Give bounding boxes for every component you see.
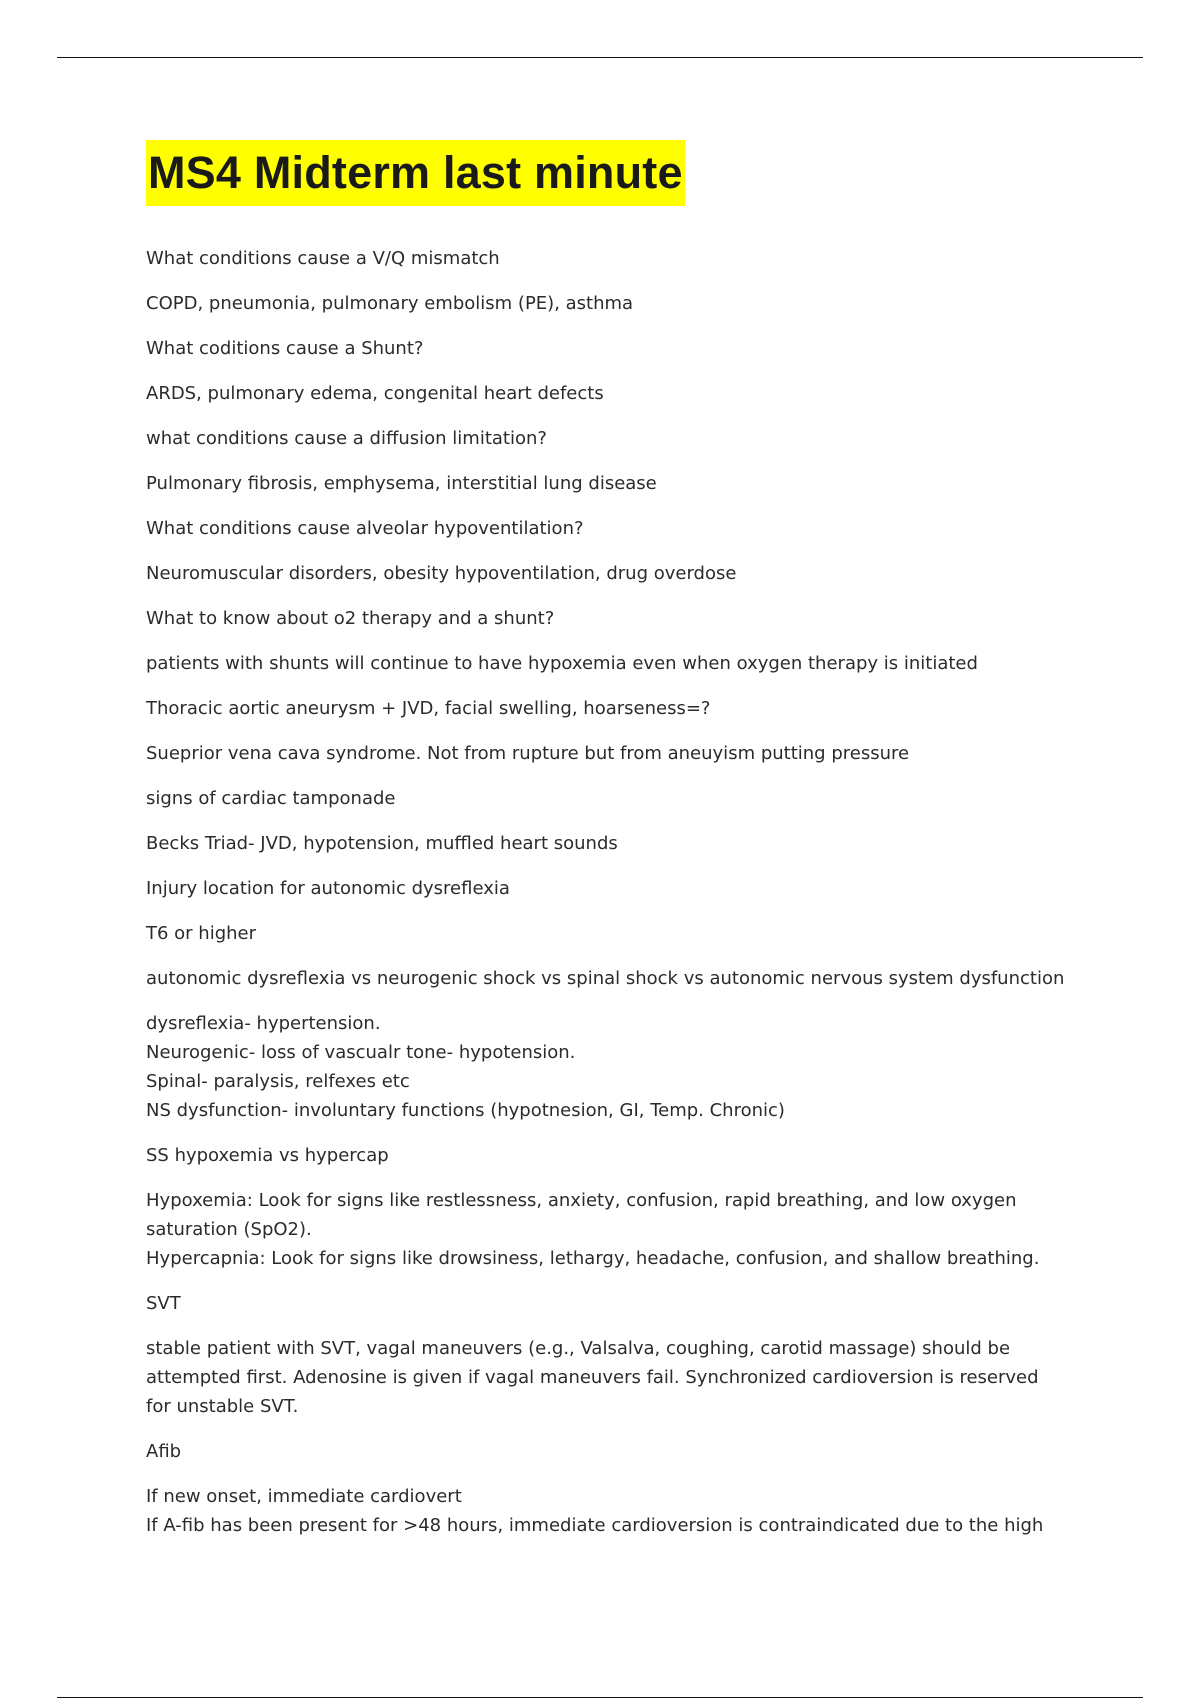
text-line: Neurogenic- loss of vascualr tone- hypotension.	[146, 1042, 576, 1063]
text-paragraph	[146, 1289, 1066, 1318]
text-line: NS dysfunction- involuntary functions (hypotnesion, GI, Temp. Chronic)	[146, 1100, 785, 1121]
text-line: Injury location for autonomic dysreflexia	[146, 878, 510, 899]
text-line: Spinal- paralysis, relfexes etc	[146, 1071, 410, 1092]
text-line: Hypoxemia: Look for signs like restlessness, anxiety, confusion, rapid breathing, and low oxygen	[146, 1190, 1017, 1211]
text-line: saturation (SpO2).	[146, 1219, 312, 1240]
text-line: What to know about o2 therapy and a shunt?	[146, 608, 555, 629]
text-paragraph	[146, 289, 1066, 318]
text-line: ARDS, pulmonary edema, congenital heart defects	[146, 383, 604, 404]
text-paragraph	[146, 244, 1066, 273]
text-line: Thoracic aortic aneurysm + JVD, facial swelling, hoarseness=?	[146, 698, 711, 719]
text-line: Neuromuscular disorders, obesity hypoventilation, drug overdose	[146, 563, 737, 584]
text-paragraph	[146, 919, 1066, 948]
text-paragraph	[146, 1009, 1066, 1125]
text-line: T6 or higher	[146, 923, 257, 944]
text-paragraph	[146, 1482, 1066, 1540]
text-paragraph	[146, 514, 1066, 543]
text-paragraph	[146, 1141, 1066, 1170]
header-rule	[57, 57, 1143, 58]
text-line: SS hypoxemia vs hypercap	[146, 1145, 389, 1166]
text-line: What conditions cause a V/Q mismatch	[146, 248, 500, 269]
text-paragraph	[146, 784, 1066, 813]
text-line: dysreflexia- hypertension.	[146, 1013, 381, 1034]
text-line: Pulmonary fibrosis, emphysema, interstitial lung disease	[146, 473, 657, 494]
text-line: If new onset, immediate cardiovert	[146, 1486, 462, 1507]
text-line: What conditions cause alveolar hypoventilation?	[146, 518, 584, 539]
text-line: COPD, pneumonia, pulmonary embolism (PE), asthma	[146, 293, 634, 314]
text-paragraph	[146, 424, 1066, 453]
text-paragraph	[146, 964, 1066, 993]
text-line: attempted first. Adenosine is given if vagal maneuvers fail. Synchronized cardioversion is reserved	[146, 1367, 1039, 1388]
text-line: Sueprior vena cava syndrome. Not from rupture but from aneuyism putting pressure	[146, 743, 910, 764]
text-paragraph	[146, 874, 1066, 903]
text-paragraph	[146, 1186, 1066, 1273]
text-line: autonomic dysreflexia vs neurogenic shock vs spinal shock vs autonomic nervous system dysfunction	[146, 968, 1065, 989]
text-paragraph	[146, 334, 1066, 363]
text-line: Afib	[146, 1441, 182, 1462]
text-line: Hypercapnia: Look for signs like drowsiness, lethargy, headache, confusion, and shallow breathing.	[146, 1248, 1040, 1269]
text-paragraph	[146, 1334, 1066, 1421]
title-block	[146, 140, 1066, 206]
text-paragraph	[146, 559, 1066, 588]
text-paragraph	[146, 649, 1066, 678]
footer-rule	[57, 1697, 1143, 1698]
text-line: If A-fib has been present for >48 hours, immediate cardioversion is contraindicated due to the high	[146, 1515, 1044, 1536]
text-line: Becks Triad- JVD, hypotension, muffled heart sounds	[146, 833, 618, 854]
text-line: patients with shunts will continue to have hypoxemia even when oxygen therapy is initiated	[146, 653, 978, 674]
text-paragraph	[146, 1437, 1066, 1466]
text-line: for unstable SVT.	[146, 1396, 299, 1417]
document-body	[146, 140, 1066, 1556]
text-line: SVT	[146, 1293, 181, 1314]
text-paragraph	[146, 739, 1066, 768]
page-title: MS4 Midterm last minute	[146, 140, 685, 206]
text-paragraph	[146, 469, 1066, 498]
text-line: what conditions cause a diffusion limitation?	[146, 428, 547, 449]
text-line: stable patient with SVT, vagal maneuvers (e.g., Valsalva, coughing, carotid massage) should be	[146, 1338, 1011, 1359]
text-line: What coditions cause a Shunt?	[146, 338, 424, 359]
text-paragraph	[146, 694, 1066, 723]
text-line: signs of cardiac tamponade	[146, 788, 396, 809]
text-paragraph	[146, 604, 1066, 633]
qa-list	[146, 244, 1066, 1540]
text-paragraph	[146, 379, 1066, 408]
text-paragraph	[146, 829, 1066, 858]
